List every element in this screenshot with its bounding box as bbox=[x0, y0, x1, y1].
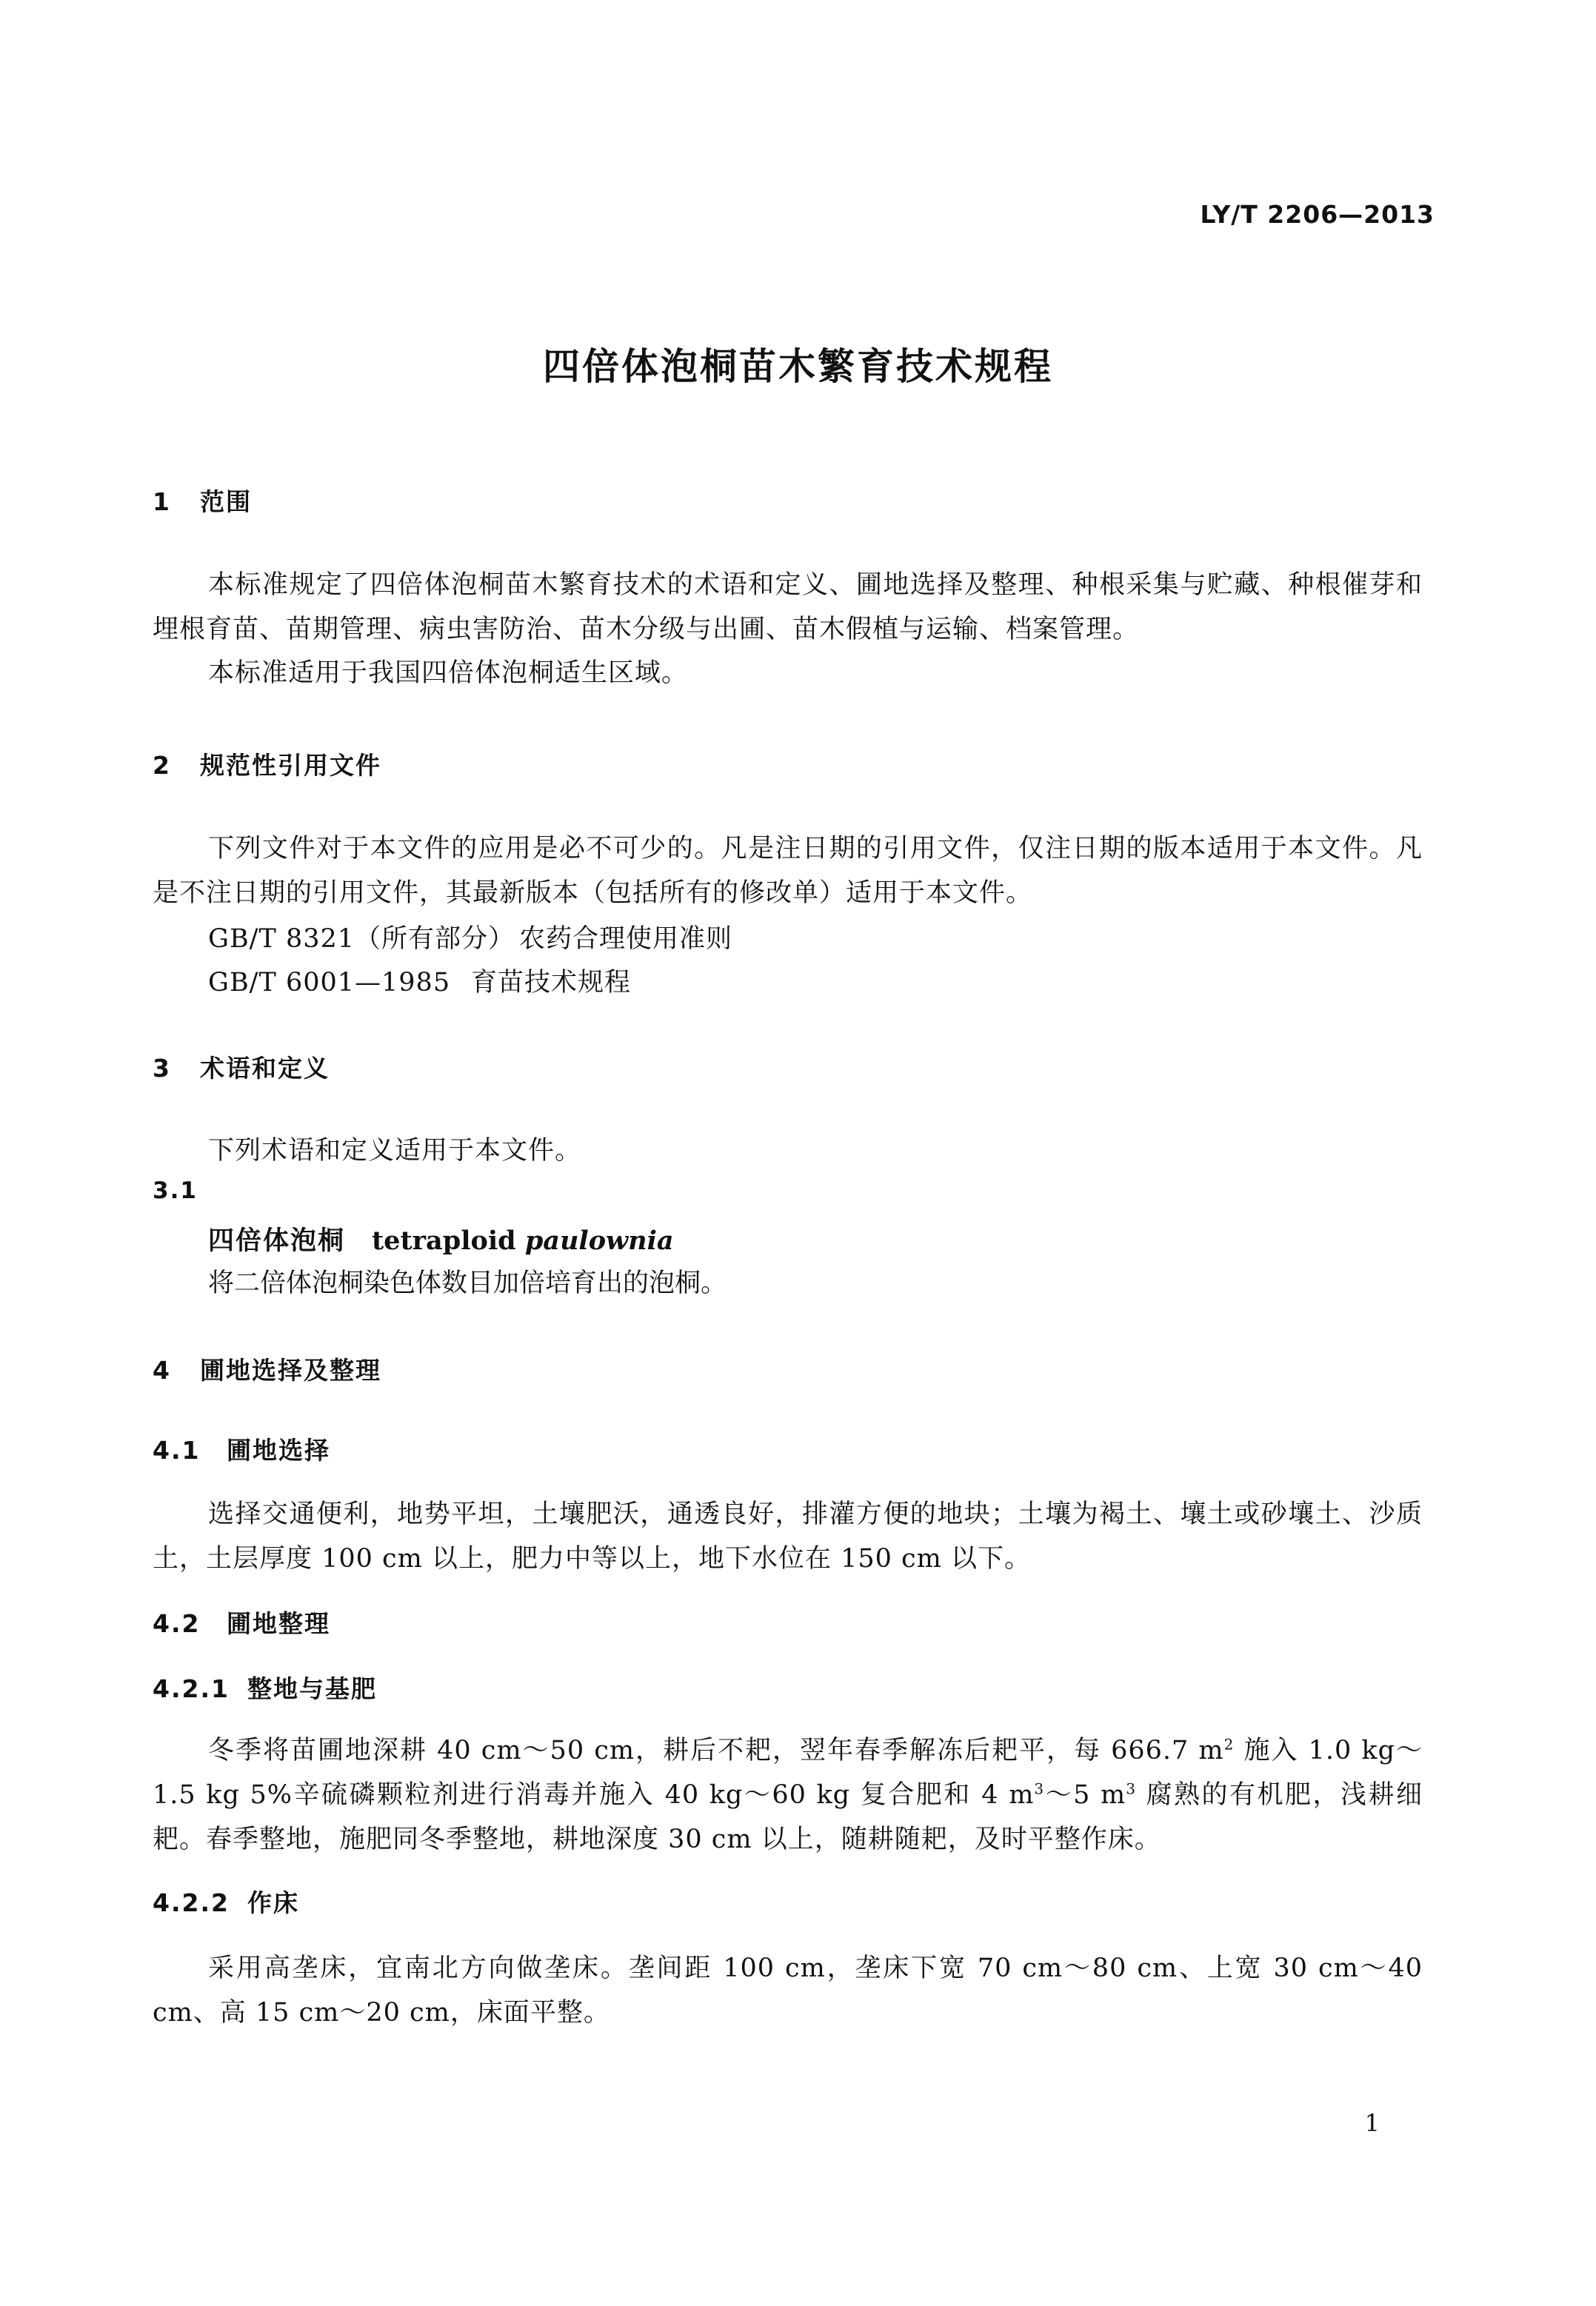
section-title: 范围 bbox=[200, 487, 252, 516]
text-run: 施入 1.0 kg～1.5 kg 5%辛硫磷颗粒剂进行消毒并施入 40 kg～60 kg 复合肥和 4 m bbox=[153, 1736, 1423, 1810]
section-4-1-paragraph: 选择交通便利，地势平坦，土壤肥沃，通透良好，排灌方便的地块；土壤为褐土、壤土或砂壤土、沙质土，土层厚度 100 cm 以上，肥力中等以上，地下水位在 150 cm 以下。 bbox=[153, 1500, 1423, 1574]
section-number: 4.1 bbox=[153, 1436, 201, 1465]
reference-code: GB/T 8321（所有部分） bbox=[208, 924, 515, 954]
section-number: 4 bbox=[153, 1356, 171, 1385]
section-2-heading bbox=[153, 746, 381, 781]
section-number: 3 bbox=[153, 1054, 171, 1083]
term-definition: 将二倍体泡桐染色体数目加倍培育出的泡桐。 bbox=[208, 1269, 727, 1298]
section-3-heading bbox=[153, 1049, 330, 1084]
reference-name: 农药合理使用准则 bbox=[519, 924, 733, 954]
section-title: 整地与基肥 bbox=[247, 1674, 377, 1703]
reference-item bbox=[208, 918, 732, 955]
section-4-2-1-paragraph bbox=[153, 1728, 1423, 1862]
section-4-2-1-heading bbox=[153, 1670, 377, 1705]
superscript: 3 bbox=[1126, 1779, 1136, 1798]
term-number: 3.1 bbox=[153, 1177, 198, 1204]
superscript: 2 bbox=[1223, 1735, 1235, 1754]
section-1-heading bbox=[153, 483, 252, 518]
section-number: 1 bbox=[153, 487, 171, 516]
section-title: 圃地整理 bbox=[227, 1609, 330, 1638]
section-number: 4.2 bbox=[153, 1609, 201, 1638]
superscript: 3 bbox=[1034, 1779, 1045, 1798]
text-run: 腐熟的有机肥，浅耕细耙。春季整地，施肥同冬季整地，耕地深度 30 cm 以上，随耕随耙，及时平整作床。 bbox=[153, 1780, 1423, 1854]
section-4-1-heading bbox=[153, 1431, 330, 1466]
section-4-heading bbox=[153, 1351, 381, 1386]
standard-code: LY/T 2206—2013 bbox=[1200, 200, 1435, 229]
text-run: ～5 m bbox=[1044, 1780, 1126, 1810]
section-number: 4.2.1 bbox=[153, 1674, 230, 1703]
term-chinese: 四倍体泡桐 bbox=[208, 1226, 346, 1256]
section-4-2-heading bbox=[153, 1605, 330, 1640]
page-number: 1 bbox=[1364, 2109, 1380, 2137]
section-title: 规范性引用文件 bbox=[200, 751, 381, 780]
section-title: 术语和定义 bbox=[200, 1054, 330, 1083]
term-english-italic: paulownia bbox=[524, 1226, 674, 1256]
section-title: 圃地选择及整理 bbox=[200, 1356, 381, 1385]
reference-name: 育苗技术规程 bbox=[471, 968, 632, 997]
section-2-paragraph-1: 下列文件对于本文件的应用是必不可少的。凡是注日期的引用文件，仅注日期的版本适用于本文件。凡是不注日期的引用文件，其最新版本（包括所有的修改单）适用于本文件。 bbox=[153, 834, 1423, 908]
section-number: 4.2.2 bbox=[153, 1888, 230, 1917]
section-4-2-2-paragraph: 采用高垄床，宜南北方向做垄床。垄间距 100 cm，垄床下宽 70 cm～80 cm、上宽 30 cm～40 cm、高 15 cm～20 cm，床面平整。 bbox=[153, 1954, 1423, 2028]
section-1-paragraph-2: 本标准适用于我国四倍体泡桐适生区域。 bbox=[208, 658, 689, 688]
term-entry bbox=[208, 1220, 674, 1257]
section-title: 圃地选择 bbox=[227, 1436, 330, 1465]
section-number: 2 bbox=[153, 751, 171, 780]
term-english-plain: tetraploid bbox=[372, 1226, 516, 1256]
section-title: 作床 bbox=[247, 1888, 299, 1917]
section-4-2-2-heading bbox=[153, 1884, 299, 1919]
reference-item bbox=[208, 962, 631, 999]
reference-code: GB/T 6001—1985 bbox=[208, 968, 451, 997]
text-run: 冬季将苗圃地深耕 40 cm～50 cm，耕后不耙，翌年春季解冻后耙平，每 666.7 m bbox=[208, 1736, 1224, 1765]
term-english bbox=[372, 1226, 674, 1256]
section-1-paragraph-1: 本标准规定了四倍体泡桐苗木繁育技术的术语和定义、圃地选择及整理、种根采集与贮藏、种根催芽和埋根育苗、苗期管理、病虫害防治、苗木分级与出圃、苗木假植与运输、档案管理。 bbox=[153, 570, 1423, 644]
document-title: 四倍体泡桐苗木繁育技术规程 bbox=[543, 345, 1053, 388]
section-3-paragraph-1: 下列术语和定义适用于本文件。 bbox=[208, 1136, 582, 1166]
